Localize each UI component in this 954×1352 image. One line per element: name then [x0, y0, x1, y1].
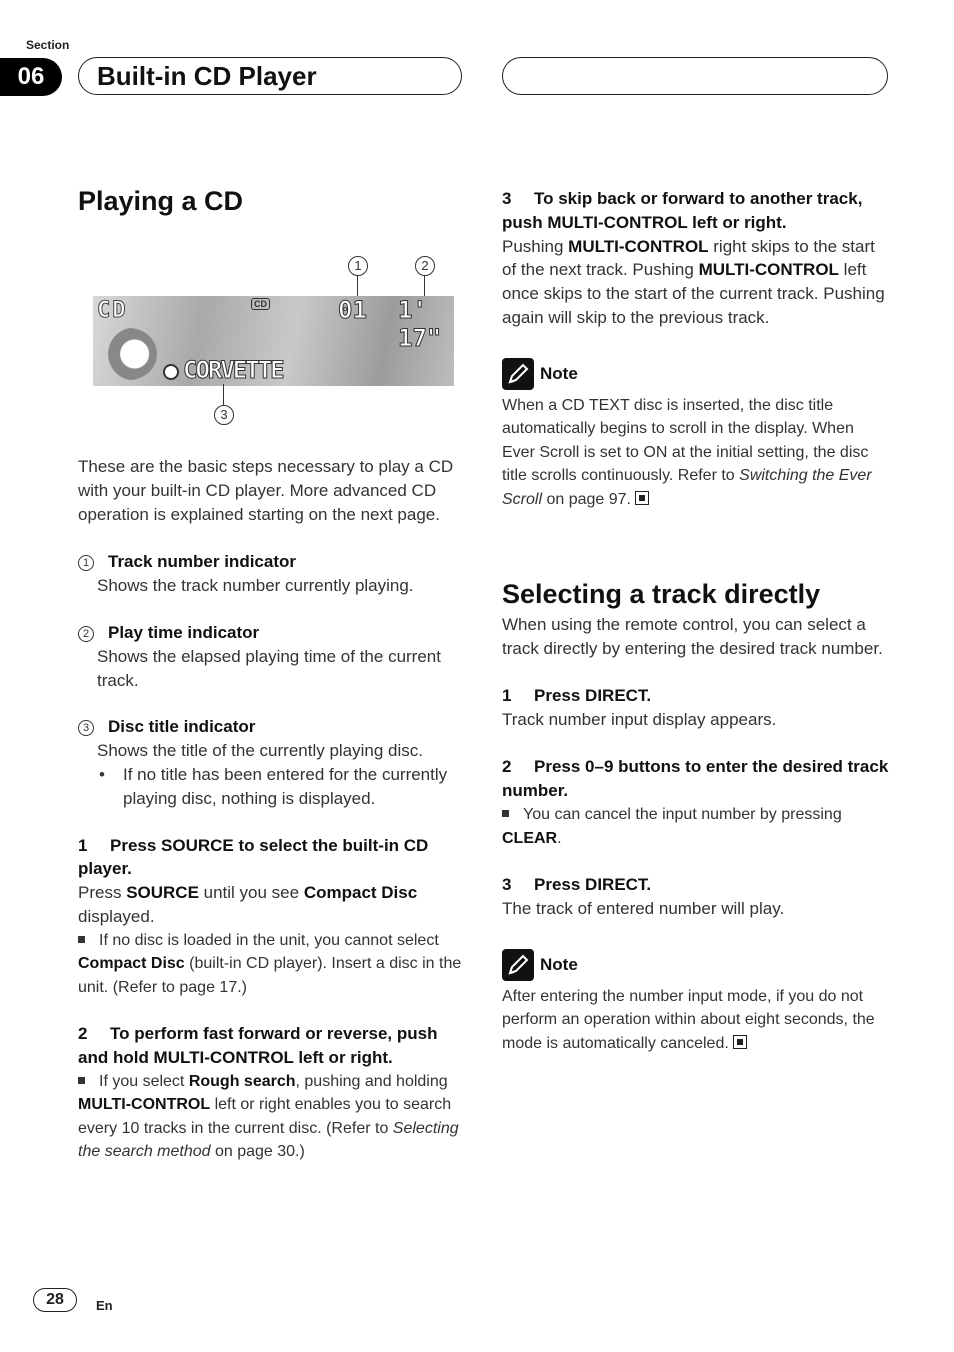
note-2-header: Note [502, 949, 890, 981]
blank-header-frame [502, 57, 888, 95]
leader-line-3 [223, 384, 224, 406]
left-column [78, 184, 466, 218]
leader-line-2 [424, 276, 425, 298]
direct-step-3-body: The track of entered number will play. [502, 898, 785, 918]
step-3-title: 3 To skip back or forward to another track, push MULTI-CONTROL left or right. [502, 189, 863, 232]
step-3-body: Pushing MULTI-CONTROL right skips to the start of the next track. Pushing MULTI-CONTROL left once skips to the start of the current track. Pushing again will skip to the previous track. [502, 236, 885, 327]
lcd-badge: CD [251, 298, 270, 310]
section-label: Section [26, 38, 70, 52]
pencil-note-icon [502, 358, 534, 390]
heading-playing-a-cd: Playing a CD [78, 186, 244, 216]
pencil-note-icon [502, 949, 534, 981]
indicator-1-num: 1 [78, 555, 94, 571]
end-mark-icon [635, 491, 649, 505]
leader-line-1 [357, 276, 358, 298]
indicator-3-num: 3 [78, 720, 94, 736]
indicator-3 [78, 715, 466, 739]
step-1-note: If no disc is loaded in the unit, you cannot select Compact Disc (built-in CD player). Insert a disc in the unit. (Refer to page 17.) [78, 931, 462, 996]
section-number-badge: 06 [0, 58, 62, 96]
lcd-disc-icon [163, 364, 179, 380]
indicator-1-desc: Shows the track number currently playing. [97, 576, 414, 596]
lcd-track-number: 01 [338, 296, 367, 324]
lcd-disc-graphic [101, 328, 157, 380]
direct-step-1-body: Track number input display appears. [502, 709, 777, 729]
step-1-title: 1 Press SOURCE to select the built-in CD player. [78, 835, 429, 879]
intro-2: When using the remote control, you can select a track directly by entering the desired track number. [502, 615, 883, 659]
intro-paragraph: These are the basic steps necessary to play a CD with your built-in CD player. More advanced CD operation is explained starting on the next page. [78, 457, 454, 524]
language-label: En [96, 1298, 113, 1313]
direct-step-2-title: 2 Press 0–9 buttons to enter the desired track number. [502, 757, 889, 801]
right-column [502, 187, 890, 1055]
note-1-body: When a CD TEXT disc is inserted, the disc title automatically begins to scroll in the display. When Ever Scroll is set to ON at the initial setting, the disc title scrolls continuously. Refer to Switching the Ever Scroll on page 97. [502, 396, 872, 508]
indicator-2-num: 2 [78, 626, 94, 642]
indicator-1 [78, 550, 466, 574]
lcd-play-time: 1' 17" [398, 296, 442, 352]
direct-step-3-title: 3 Press DIRECT. [502, 875, 652, 895]
callout-1: 1 [348, 256, 368, 276]
chapter-title: Built-in CD Player [97, 61, 317, 91]
note-2-body: After entering the number input mode, if you do not perform an operation within about eight seconds, the mode is automatically canceled. [502, 987, 875, 1052]
indicator-3-desc: Shows the title of the currently playing disc. [97, 741, 423, 761]
left-body [78, 455, 466, 1164]
direct-step-2-note: You can cancel the input number by pressing CLEAR. [502, 806, 842, 847]
step-2-note: If you select Rough search, pushing and holding MULTI-CONTROL left or right enables you to search every 10 tracks in the current disc. (Refer to Selecting the search method on page 30.) [78, 1072, 459, 1161]
indicator-2-label: Play time indicator [108, 622, 260, 642]
callout-3: 3 [214, 405, 234, 425]
heading-selecting-track: Selecting a track directly [502, 579, 821, 610]
lcd-disc-title: CORVETTE [183, 356, 283, 384]
lcd-source: CD [97, 298, 128, 323]
indicator-3-label: Disc title indicator [108, 717, 256, 737]
indicator-2-desc: Shows the elapsed playing time of the current track. [97, 646, 441, 690]
indicator-2 [78, 621, 466, 645]
step-2-title: 2 To perform fast forward or reverse, push and hold MULTI-CONTROL left or right. [78, 1024, 438, 1068]
callout-2: 2 [415, 256, 435, 276]
direct-step-1-title: 1 Press DIRECT. [502, 685, 652, 705]
indicator-1-label: Track number indicator [108, 552, 296, 572]
step-1-body: Press SOURCE until you see Compact Disc displayed. [78, 883, 418, 926]
indicator-3-bullet: • If no title has been entered for the currently playing disc, nothing is displayed. [99, 764, 448, 808]
note-1-header: Note [502, 358, 890, 390]
page-number: 28 [33, 1288, 77, 1312]
end-mark-icon [733, 1035, 747, 1049]
cd-display-illustration [93, 296, 454, 386]
